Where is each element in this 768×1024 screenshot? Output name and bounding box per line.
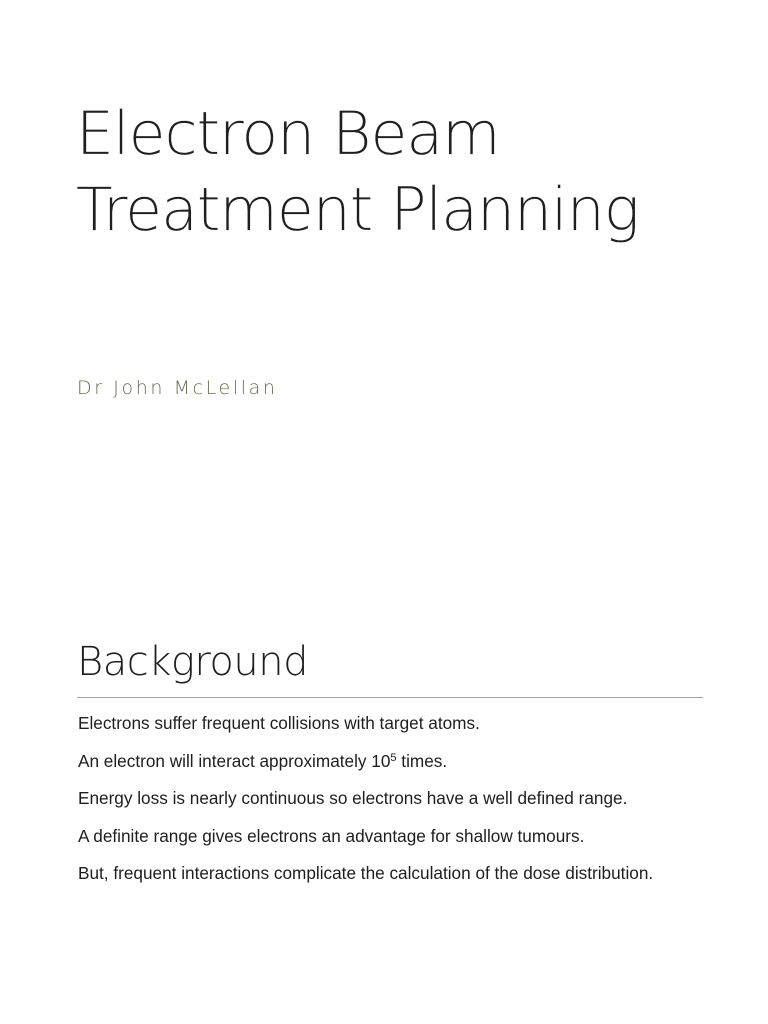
bullet-text: An electron will interact approximately 10 [78,750,391,771]
background-slide [0,600,768,1024]
bullet-item [78,750,708,773]
superscript-exponent: 5 [390,751,397,764]
presentation-title [76,96,639,248]
author-subtitle: Dr John McLellan [77,377,278,399]
bullet-item: But, frequent interactions complicate the calculation of the dose distribution. [78,863,654,883]
title-line-1: Electron Beam [76,99,500,169]
slide-heading: Background [77,639,308,685]
bullet-list [78,712,708,900]
heading-divider [77,697,703,698]
bullet-text: times. [396,750,448,771]
bullet-item: A definite range gives electrons an advantage for shallow tumours. [78,825,585,846]
bullet-item: Energy loss is nearly continuous so electrons have a well defined range. [78,788,628,808]
title-line-2: Treatment Planning [76,175,639,245]
bullet-item: Electrons suffer frequent collisions with target atoms. [78,713,480,733]
